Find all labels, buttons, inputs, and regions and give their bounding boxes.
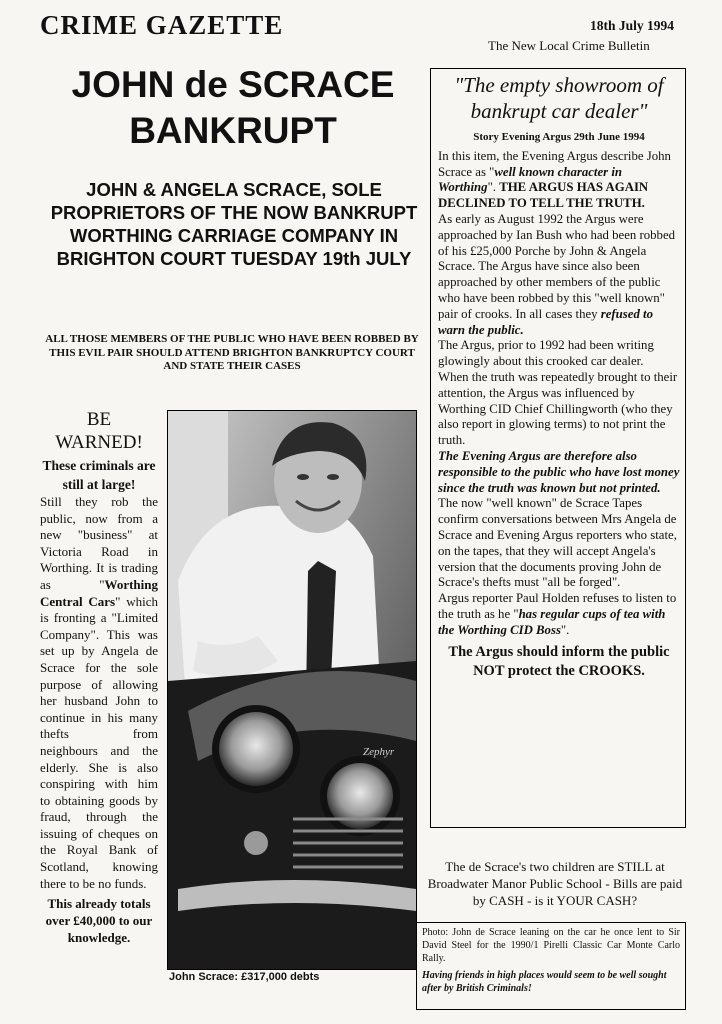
left-column-body: Still they rob the public, now from a new "business" at Victoria Road in Worthing. It is trading as "Worthing Central Cars" which is fronting a "Limited Company". This was set up by Angela de Scrace for the sole purpose of allowing her husband John to continue in his many thefts from neighbours and the elderly. She is also conspiring with him to obtaining goods by fraud, through the issuing of cheques on the Royal Bank of Scotland, knowing there to be no funds.	[40, 494, 158, 891]
argus-story-content	[438, 70, 680, 682]
photo-note-text: Photo: John de Scrace leaning on the car he once lent to Sir David Steel for the 1990/1 Pirelli Classic Car Monte Carlo Rally.	[422, 927, 680, 964]
public-notice: ALL THOSE MEMBERS OF THE PUBLIC WHO HAVE BEEN ROBBED BY THIS EVIL PAIR SHOULD ATTEND BRIGHTON BANKRUPTCY COURT AND STATE THEIR CASES	[45, 333, 419, 372]
headline-line-1: JOHN de SCRACE	[71, 64, 395, 105]
story-quote: "The empty showroom of bankrupt car dealer"	[454, 73, 664, 123]
newspaper-photo	[167, 410, 417, 970]
subheadline: JOHN & ANGELA SCRACE, SOLE PROPRIETORS OF THE NOW BANKRUPT WORTHING CARRIAGE COMPANY IN BRIGHTON COURT TUESDAY 19th JULY	[50, 179, 418, 269]
masthead-tagline: The New Local Crime Bulletin	[488, 38, 650, 53]
story-paragraph-7: Argus reporter Paul Holden refuses to listen to the truth as he "has regular cups of tea with the Worthing CID Boss".	[438, 591, 677, 637]
story-paragraph-1: In this item, the Evening Argus describe John Scrace as "well known character in Worthing". THE ARGUS HAS AGAIN DECLINED TO TELL THE TRUTH.	[438, 148, 671, 211]
photo-caption: John Scrace: £317,000 debts	[169, 971, 320, 983]
story-paragraph-2: As early as August 1992 the Argus were approached by Ian Bush who had been robbed of his £25,000 Porche by John & Angela Scrace. The Argus have since also been approached by other members of the public who have been robbed by this "well known" pair of crooks. In all cases they refused to warn the public.	[438, 211, 676, 337]
story-source: Story Evening Argus 29th June 1994	[473, 131, 645, 143]
story-paragraph-3: The Argus, prior to 1992 had been writing glowingly about this crooked car dealer.	[438, 338, 654, 369]
photo-illustration	[168, 411, 416, 969]
story-paragraph-4: When the truth was repeatedly brought to their attention, the Argus was influenced by Worthing CID Chief Chillingworth (who they also report in glowing terms) to not print the truth.	[438, 369, 678, 448]
company-name: Worthing Central Cars	[40, 576, 158, 609]
main-headline	[38, 62, 428, 154]
be-warned-heading: BE WARNED!	[55, 409, 143, 453]
criminals-at-large: These criminals are still at large!	[42, 458, 156, 492]
masthead-title: CRIME GAZETTE	[40, 10, 284, 40]
argus-should-inform: The Argus should inform the public NOT protect the CROOKS.	[448, 643, 670, 679]
photo-note-box	[416, 922, 686, 1010]
car-badge: Zephyr	[363, 746, 395, 758]
story-paragraph-5: The Evening Argus are therefore also responsible to the public who have lost money since the truth was known but not printed.	[438, 448, 680, 495]
headline-line-2: BANKRUPT	[129, 110, 337, 151]
story-paragraph-6: The now "well known" de Scrace Tapes confirm conversations between Mrs Angela de Scrace and Evening Argus reporters who state, on the tapes, that they will accept Angela's version that the documents proving John de Scrace's thefts must "all be forged".	[438, 496, 677, 590]
children-school-note: The de Scrace's two children are STILL at Broadwater Manor Public School - Bills are paid by CASH - is it YOUR CASH?	[427, 859, 683, 908]
photo-note-italic: Having friends in high places would seem to be well sought after by British Criminals!	[422, 970, 667, 994]
totals-statement: This already totals over £40,000 to our knowledge.	[45, 896, 153, 946]
issue-date: 18th July 1994	[590, 18, 675, 33]
left-column	[40, 408, 158, 946]
